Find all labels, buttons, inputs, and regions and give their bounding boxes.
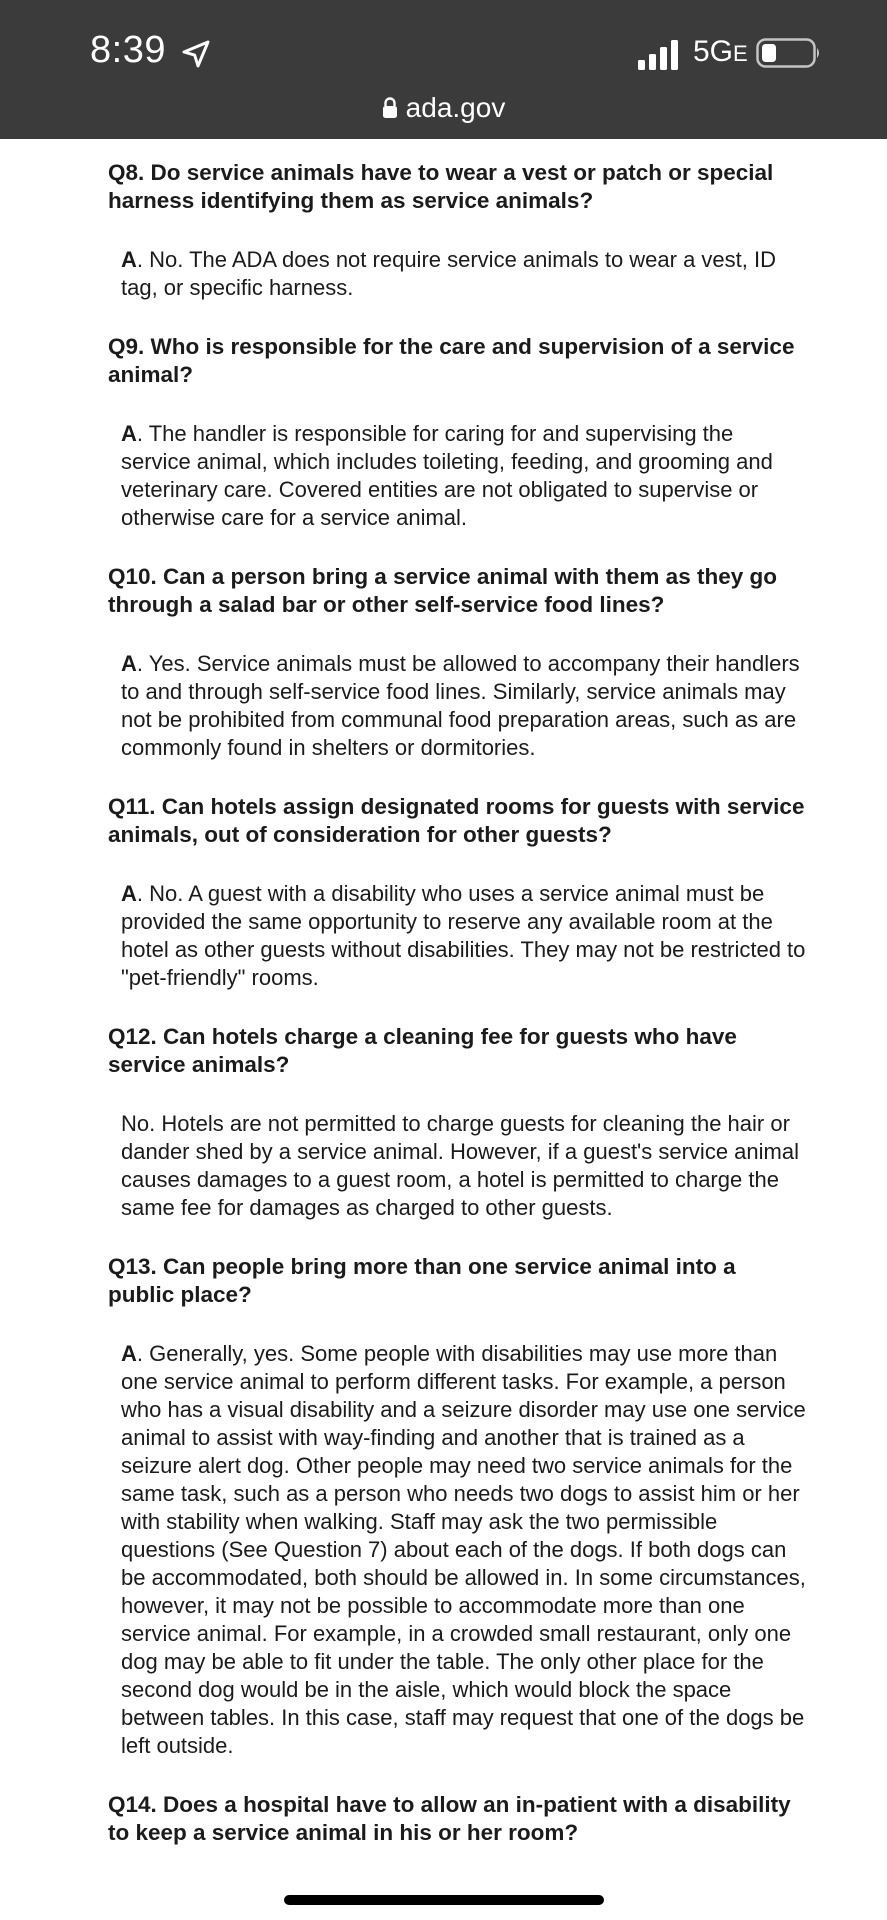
question-q11: Q11. Can hotels assign designated rooms for guests with service animals, out of consideration for other guests? <box>108 794 805 847</box>
answer-q13 <box>121 1340 808 1760</box>
faq-content <box>108 159 808 1878</box>
address-bar[interactable] <box>0 92 887 124</box>
status-time: 8:39 <box>90 29 166 71</box>
network-sub-label: E <box>733 41 748 66</box>
location-arrow-icon <box>180 38 212 70</box>
status-bar <box>0 0 887 139</box>
answer-text: . Generally, yes. Some people with disabilities may use more than one service animal to perform different tasks. For example, a person who has a visual disability and a seizure disorder may use one service animal to assist with way-finding and another that is trained as a seizure alert dog. Other people may need two service animals for the same task, such as a person who needs two dogs to assist him or her with stability when walking. Staff may ask the two permissible questions (See Question 7) about each of the dogs. If both dogs can be accommodated, both should be allowed in. In some circumstances, however, it may not be possible to accommodate more than one service animal. For example, in a crowded small restaurant, only one dog may be able to fit under the table. The only other place for the second dog would be in the aisle, which would block the space between tables. In this case, staff may request that one of the dogs be left outside. <box>121 1341 806 1758</box>
answer-lead: A <box>121 651 137 676</box>
network-label: 5G <box>693 35 734 68</box>
question-q9: Q9. Who is responsible for the care and supervision of a service animal? <box>108 334 795 387</box>
answer-lead: A <box>121 1341 137 1366</box>
answer-lead: A <box>121 247 137 272</box>
battery-icon <box>756 38 822 68</box>
answer-text: . Yes. Service animals must be allowed to accompany their handlers to and through self-service food lines. Similarly, service animals may not be prohibited from communal food preparation areas, such as are commonly found in shelters or dormitories. <box>121 651 800 760</box>
faq-item-q9 <box>108 333 808 532</box>
answer-q9 <box>121 420 808 532</box>
faq-item-q13 <box>108 1253 808 1760</box>
faq-item-q11 <box>108 793 808 992</box>
lock-icon <box>382 97 398 119</box>
answer-text: . No. The ADA does not require service animals to wear a vest, ID tag, or specific harness. <box>121 247 777 300</box>
network-type <box>693 35 748 69</box>
answer-text: . The handler is responsible for caring for and supervising the service animal, which includes toileting, feeding, and grooming and veterinary care. Covered entities are not obligated to supervise or otherwise care for a service animal. <box>121 421 773 530</box>
url-text: ada.gov <box>405 92 506 123</box>
faq-item-q10 <box>108 563 808 762</box>
answer-lead: A <box>121 421 137 446</box>
faq-item-q12 <box>108 1023 808 1222</box>
answer-q12 <box>121 1110 808 1222</box>
question-q13: Q13. Can people bring more than one service animal into a public place? <box>108 1254 736 1307</box>
question-q14: Q14. Does a hospital have to allow an in-patient with a disability to keep a service animal in his or her room? <box>108 1792 791 1845</box>
faq-item-q8 <box>108 159 808 302</box>
question-q12: Q12. Can hotels charge a cleaning fee for guests who have service animals? <box>108 1024 737 1077</box>
answer-lead: A <box>121 881 137 906</box>
answer-q11 <box>121 880 808 992</box>
answer-text: No. Hotels are not permitted to charge guests for cleaning the hair or dander shed by a service animal. However, if a guest's service animal causes damages to a guest room, a hotel is permitted to charge the same fee for damages as charged to other guests. <box>121 1111 799 1220</box>
faq-item-q14 <box>108 1791 808 1847</box>
answer-q10 <box>121 650 808 762</box>
question-q10: Q10. Can a person bring a service animal with them as they go through a salad bar or other self-service food lines? <box>108 564 777 617</box>
cellular-signal-icon <box>638 40 686 70</box>
question-q8: Q8. Do service animals have to wear a vest or patch or special harness identifying them as service animals? <box>108 160 774 213</box>
answer-q8 <box>121 246 808 302</box>
home-indicator[interactable] <box>284 1895 604 1905</box>
answer-text: . No. A guest with a disability who uses a service animal must be provided the same opportunity to reserve any available room at the hotel as other guests without disabilities. They may not be restricted to "pet-friendly" rooms. <box>121 881 806 990</box>
